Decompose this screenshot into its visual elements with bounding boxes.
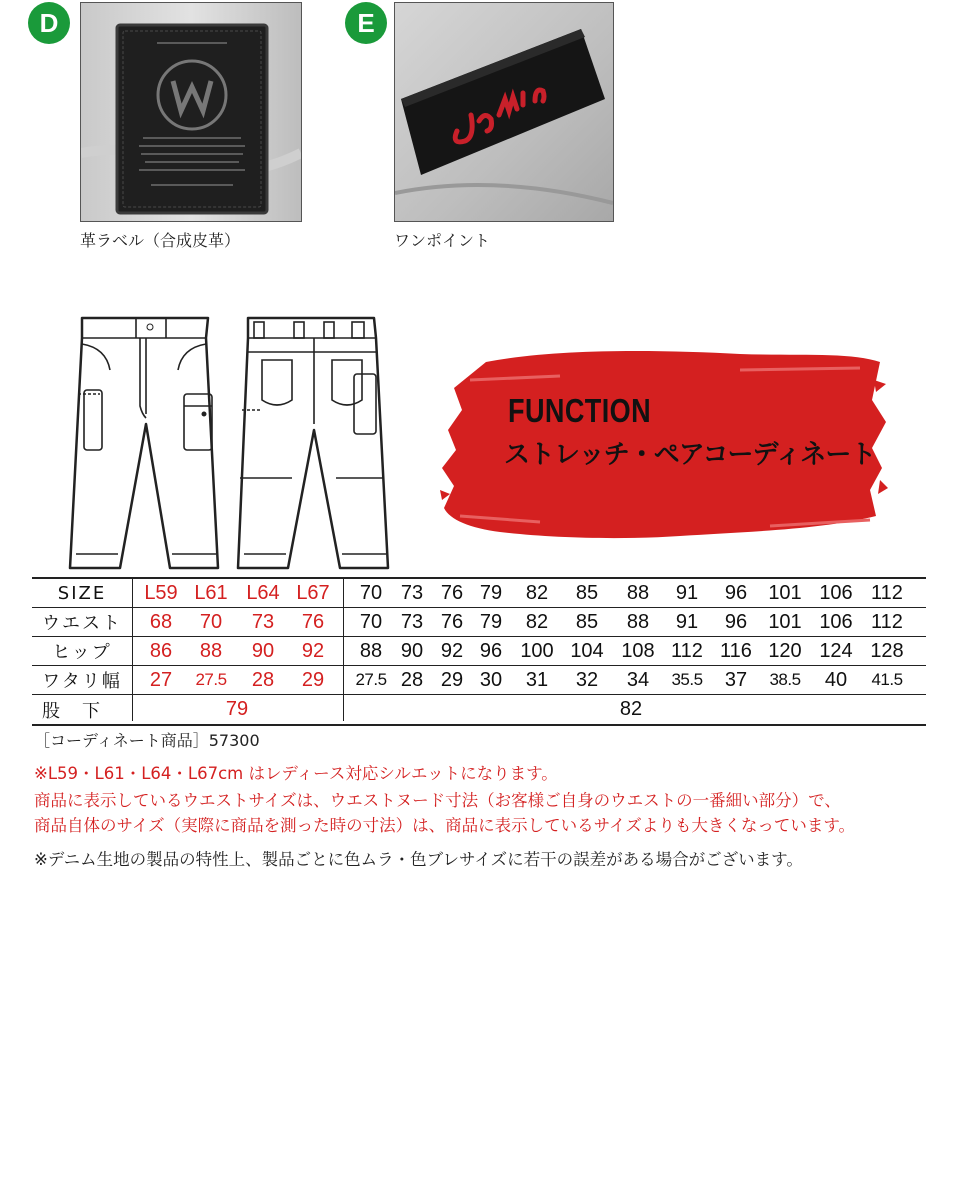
waist-cell: 96 xyxy=(724,610,748,633)
hip-cell: 90 xyxy=(251,639,275,662)
waist-cell: 70 xyxy=(199,610,223,633)
size-cell: 79 xyxy=(479,581,503,604)
waist-cell: 73 xyxy=(400,610,424,633)
function-subtitle: ストレッチ・ペアコーディネート xyxy=(504,440,876,470)
thigh-cell: 38.5 xyxy=(769,670,801,689)
hip-cell: 92 xyxy=(440,639,464,662)
waist-cell: 68 xyxy=(149,610,173,633)
hip-cell: 88 xyxy=(359,639,383,662)
size-cell: 106 xyxy=(819,581,853,604)
thigh-cell: 40 xyxy=(824,668,848,691)
thigh-cell: 29 xyxy=(440,668,464,691)
table-divider xyxy=(132,577,133,721)
waist-row xyxy=(32,608,926,637)
hip-cell: 86 xyxy=(149,639,173,662)
hip-cell: 120 xyxy=(768,639,802,662)
inseam-mens-cell: 82 xyxy=(619,698,643,720)
waist-cell: 79 xyxy=(479,610,503,633)
waist-cell: 88 xyxy=(626,610,650,633)
hip-cell: 112 xyxy=(671,639,703,662)
table-divider xyxy=(343,577,344,721)
hip-cell: 100 xyxy=(520,639,554,662)
row-label-hip: ヒップ xyxy=(52,642,112,663)
thigh-cell: 41.5 xyxy=(871,670,903,689)
hip-row xyxy=(32,637,926,666)
waist-cell: 112 xyxy=(871,610,903,633)
thigh-cell: 27 xyxy=(149,668,173,691)
size-row xyxy=(32,577,926,608)
one-point-photo xyxy=(394,2,614,222)
waist-size-note: 商品に表示しているウエストサイズは、ウエストヌード寸法（お客様ご自身のウエストの一番細い部分）で、 xyxy=(34,791,841,810)
pants-front-drawing xyxy=(66,314,224,570)
detail-caption-e: ワンポイント xyxy=(394,231,491,250)
size-cell: 85 xyxy=(575,581,599,604)
thigh-cell: 32 xyxy=(575,668,599,691)
size-cell: 70 xyxy=(359,581,383,604)
size-cell: 112 xyxy=(871,581,903,604)
pants-back-drawing xyxy=(234,314,392,570)
waist-cell: 76 xyxy=(440,610,464,633)
waist-cell: 101 xyxy=(768,610,802,633)
function-title: FUNCTION xyxy=(508,392,652,429)
thigh-cell: 31 xyxy=(525,668,549,691)
ladies-size-note: ※L59・L61・L64・L67cm はレディース対応シルエットになります。 xyxy=(34,764,558,783)
waist-cell: 85 xyxy=(575,610,599,633)
leather-label-photo xyxy=(80,2,302,222)
size-cell: 101 xyxy=(768,581,802,604)
size-cell: 96 xyxy=(724,581,748,604)
row-label-size: SIZE xyxy=(57,582,107,604)
thigh-cell: 30 xyxy=(479,668,503,691)
row-label-waist: ウエスト xyxy=(42,613,122,634)
hip-cell: 90 xyxy=(400,639,424,662)
inseam-ladies-cell: 79 xyxy=(225,698,249,720)
size-cell: 73 xyxy=(400,581,424,604)
waist-cell: 73 xyxy=(251,610,275,633)
coordinate-note: ［コーディネート商品］57300 xyxy=(34,731,260,750)
thigh-cell: 34 xyxy=(626,668,650,691)
size-cell: 82 xyxy=(525,581,549,604)
actual-size-note: 商品自体のサイズ（実際に商品を測った時の寸法）は、商品に表示しているサイズよりも大きくなっています。 xyxy=(34,816,856,835)
waist-cell: 91 xyxy=(675,610,699,633)
waist-cell: 106 xyxy=(819,610,853,633)
thigh-cell: 37 xyxy=(724,668,748,691)
thigh-cell: 27.5 xyxy=(355,670,387,689)
hip-cell: 116 xyxy=(720,639,752,662)
row-label-thigh: ワタリ幅 xyxy=(42,671,122,692)
waist-cell: 70 xyxy=(359,610,383,633)
inseam-row xyxy=(32,695,926,726)
detail-badge-d: D xyxy=(28,2,70,44)
thigh-row xyxy=(32,666,926,695)
size-table xyxy=(32,577,926,726)
size-cell: L67 xyxy=(296,581,330,604)
waist-cell: 76 xyxy=(301,610,325,633)
size-cell: 76 xyxy=(440,581,464,604)
thigh-cell: 29 xyxy=(301,668,325,691)
row-label-inseam: 股 下 xyxy=(42,700,102,722)
size-cell: L61 xyxy=(194,581,228,604)
detail-badge-e: E xyxy=(345,2,387,44)
hip-cell: 88 xyxy=(199,639,223,662)
denim-note: ※デニム生地の製品の特性上、製品ごとに色ムラ・色ブレサイズに若干の誤差がある場合がございます。 xyxy=(34,850,803,869)
hip-cell: 124 xyxy=(819,639,853,662)
size-cell: 91 xyxy=(675,581,699,604)
size-cell: L59 xyxy=(144,581,178,604)
detail-caption-d: 革ラベル（合成皮革） xyxy=(80,231,241,250)
hip-cell: 128 xyxy=(870,639,904,662)
size-cell: L64 xyxy=(246,581,280,604)
thigh-cell: 27.5 xyxy=(195,670,227,689)
thigh-cell: 28 xyxy=(400,668,424,691)
size-cell: 88 xyxy=(626,581,650,604)
hip-cell: 96 xyxy=(479,639,503,662)
thigh-cell: 35.5 xyxy=(671,670,703,689)
hip-cell: 104 xyxy=(570,639,604,662)
thigh-cell: 28 xyxy=(251,668,275,691)
waist-cell: 82 xyxy=(525,610,549,633)
hip-cell: 92 xyxy=(301,639,325,662)
hip-cell: 108 xyxy=(621,639,655,662)
